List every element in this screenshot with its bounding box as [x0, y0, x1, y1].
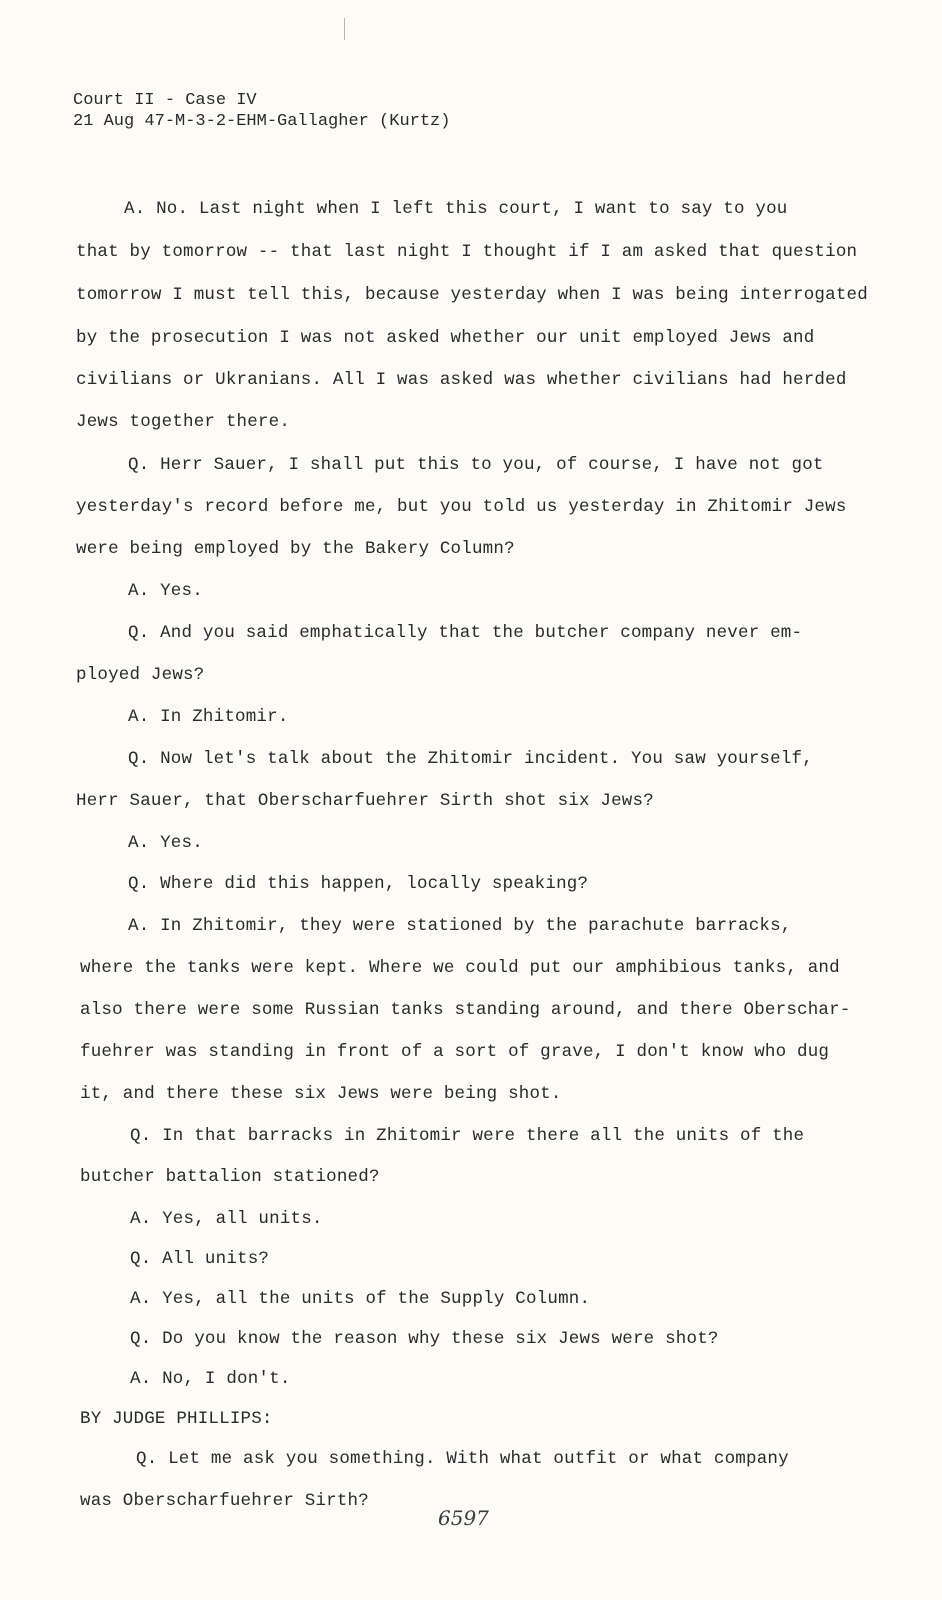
transcript-line: also there were some Russian tanks standing around, and there Oberschar- [80, 1000, 851, 1020]
transcript-line: A. In Zhitomir, they were stationed by the parachute barracks, [128, 916, 792, 936]
transcript-line: A. Yes. [128, 581, 203, 601]
header-court-case: Court II - Case IV [73, 91, 257, 110]
transcript-line: Q. Where did this happen, locally speaking? [128, 874, 589, 894]
transcript-line: Q. Do you know the reason why these six Jews were shot? [130, 1329, 719, 1349]
transcript-line: Q. Now let's talk about the Zhitomir incident. You saw yourself, [128, 749, 813, 769]
transcript-line: yesterday's record before me, but you told us yesterday in Zhitomir Jews [76, 497, 847, 517]
section-heading: BY JUDGE PHILLIPS: [80, 1409, 273, 1429]
header-date-reference: 21 Aug 47-M-3-2-EHM-Gallagher (Kurtz) [73, 112, 451, 131]
transcript-line: Q. And you said emphatically that the butcher company never em- [128, 623, 803, 643]
transcript-line: Q. Herr Sauer, I shall put this to you, of course, I have not got [128, 455, 824, 475]
transcript-line: were being employed by the Bakery Column? [76, 539, 515, 559]
transcript-line: A. No. Last night when I left this court, I want to say to you [124, 199, 788, 219]
transcript-line: Jews together there. [76, 412, 291, 432]
transcript-line: ployed Jews? [76, 665, 205, 685]
transcript-line: was Oberscharfuehrer Sirth? [80, 1491, 369, 1511]
transcript-line: A. In Zhitomir. [128, 707, 289, 727]
transcript-line: it, and there these six Jews were being shot. [80, 1084, 562, 1104]
transcript-line: A. Yes, all units. [130, 1209, 323, 1229]
transcript-line: A. Yes, all the units of the Supply Column. [130, 1289, 591, 1309]
transcript-line: Q. In that barracks in Zhitomir were there all the units of the [130, 1126, 805, 1146]
transcript-line: A. Yes. [128, 833, 203, 853]
transcript-line: butcher battalion stationed? [80, 1167, 380, 1187]
transcript-line: A. No, I don't. [130, 1369, 291, 1389]
transcript-line: where the tanks were kept. Where we could put our amphibious tanks, and [80, 958, 840, 978]
transcript-line: that by tomorrow -- that last night I thought if I am asked that question [76, 242, 858, 262]
transcript-line: fuehrer was standing in front of a sort of grave, I don't know who dug [80, 1042, 830, 1062]
page-number: 6597 [438, 1506, 489, 1530]
transcript-line: Herr Sauer, that Oberscharfuehrer Sirth shot six Jews? [76, 791, 654, 811]
transcript-line: civilians or Ukranians. All I was asked was whether civilians had herded [76, 370, 847, 390]
transcript-line: Q. Let me ask you something. With what outfit or what company [136, 1449, 789, 1469]
transcript-line: Q. All units? [130, 1249, 270, 1269]
transcript-line: by the prosecution I was not asked whether our unit employed Jews and [76, 328, 815, 348]
transcript-line: tomorrow I must tell this, because yesterday when I was being interrogated [76, 285, 868, 305]
